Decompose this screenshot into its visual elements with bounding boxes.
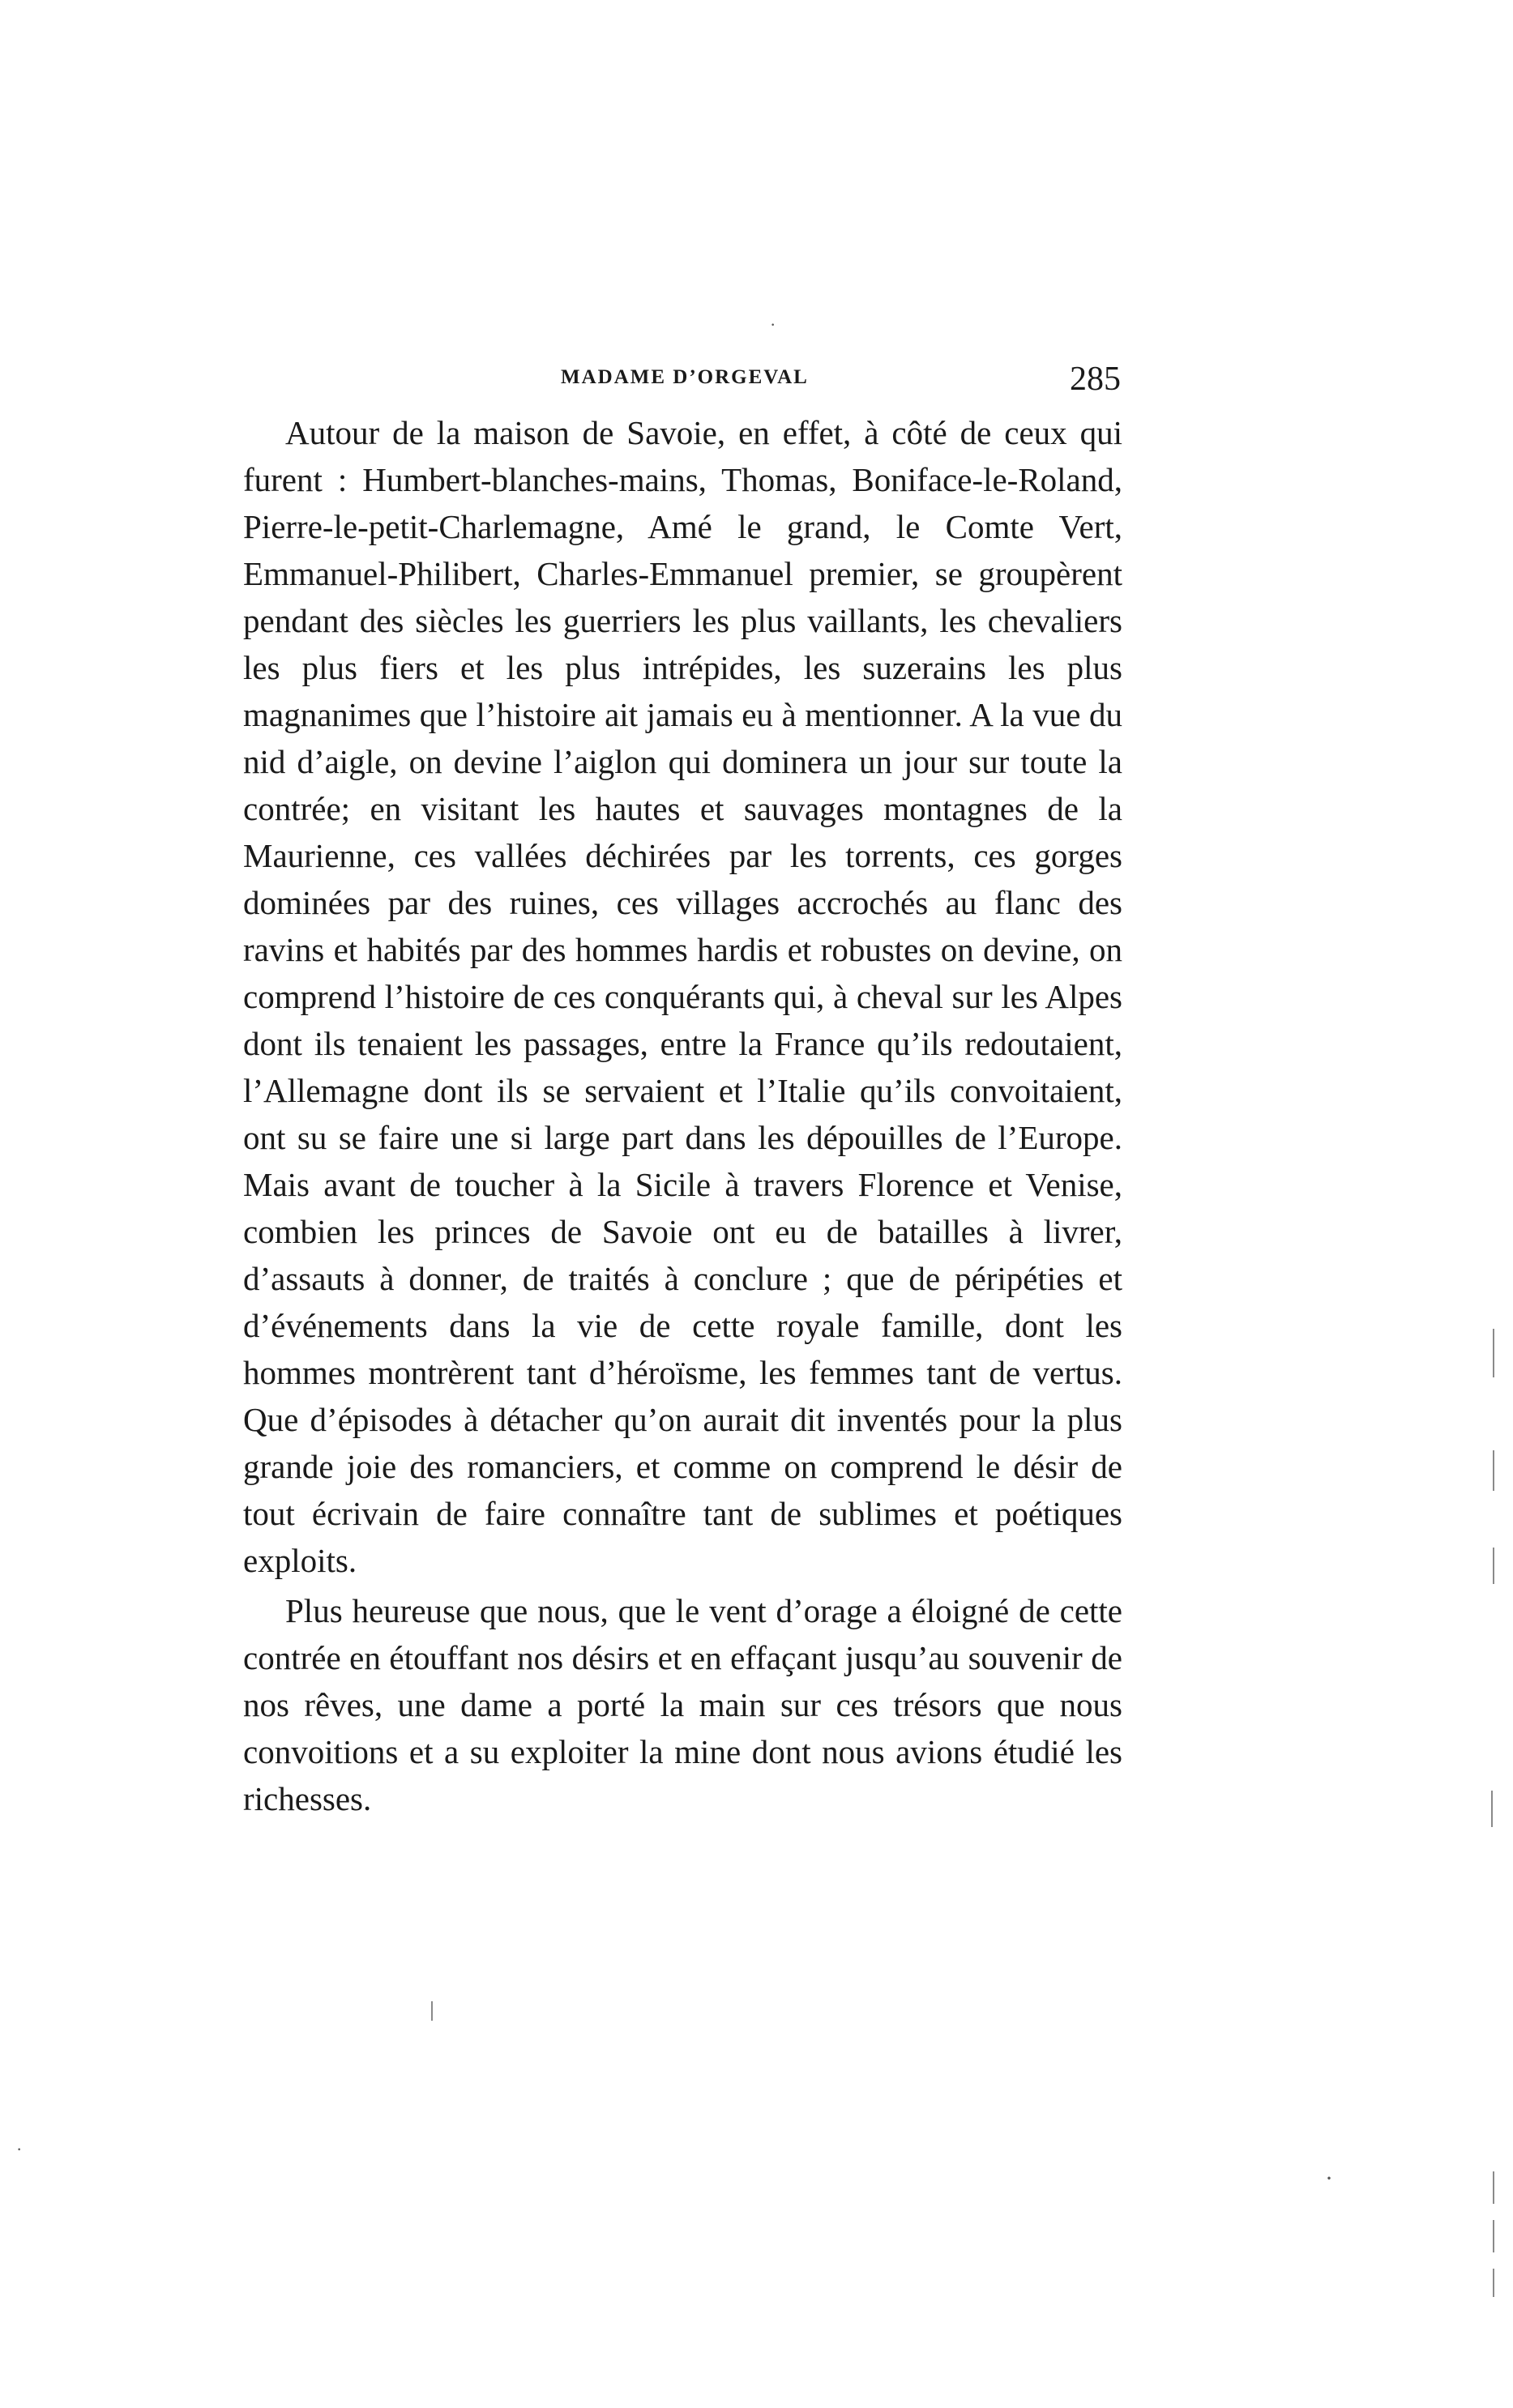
page-number: 285 xyxy=(1070,361,1121,398)
running-title: MADAME D’ORGEVAL xyxy=(561,366,809,388)
scan-artifact-line xyxy=(1493,1450,1494,1491)
body-text xyxy=(243,409,1122,1822)
running-head xyxy=(243,361,1135,407)
scan-artifact-line xyxy=(1493,2220,1494,2252)
scan-artifact-line xyxy=(1493,1548,1494,1584)
scan-artifact-dot: · xyxy=(16,2139,23,2159)
scan-artifact-line xyxy=(431,2001,433,2021)
scan-artifact-line xyxy=(1493,2269,1494,2297)
scan-artifact-dot: · xyxy=(770,314,776,335)
paragraph-2: Plus heureuse que nous, que le vent d’orage a éloigné de cette contrée en étouffant nos désirs et en effaçant jusqu’au souvenir de nos rêves, une dame a porté la main sur ces trésors que nous convoitions et a su exploiter la mine dont nous avions étudié les richesses. xyxy=(243,1592,1122,1817)
paragraph-1: Autour de la maison de Savoie, en effet, à côté de ceux qui furent : Humbert-blanches-mains, Thomas, Boniface-le-Roland, Pierre-le-petit-Charlemagne, Amé le grand, le Comte Vert, Emmanuel-Philibert, Charles-Emmanuel premier, se groupèrent pendant des siècles les guerriers les plus vaillants, les chevaliers les plus fiers et les plus intrépides, les suzerains les plus magnanimes que l’histoire ait jamais eu à mentionner. A la vue du nid d’aigle, on devine l’aiglon qui dominera un jour sur toute la contrée; en visitant les hautes et sauvages montagnes de la Maurienne, ces vallées déchirées par les torrents, ces gorges dominées par des ruines, ces villages accrochés au flanc des ravins et habités par des hommes hardis et robustes on devine, on comprend l’histoire de ces conquérants qui, à cheval sur les Alpes dont ils tenaient les passages, entre la France qu’ils redoutaient, l’Allemagne dont ils se servaient et l’Italie qu’ils convoitaient, ont su se faire une si large part dans les dépouilles de l’Europe. Mais avant de toucher à la Sicile à travers Florence et Venise, combien les princes de Savoie ont eu de batailles à livrer, d’assauts à donner, de traités à conclure ; que de péripéties et d’événements dans la vie de cette royale famille, dont les hommes montrèrent tant d’héroïsme, les femmes tant de vertus. Que d’épisodes à détacher qu’on aurait dit inventés pour la plus grande joie des romanciers, et comme on comprend le désir de tout écrivain de faire connaître tant de sublimes et poétiques exploits. xyxy=(243,414,1122,1579)
scan-artifact-dot: · xyxy=(1325,2165,1333,2192)
scan-artifact-line xyxy=(1493,1329,1494,1377)
scan-artifact-line xyxy=(1493,2171,1494,2204)
scan-artifact-line xyxy=(1491,1791,1493,1827)
